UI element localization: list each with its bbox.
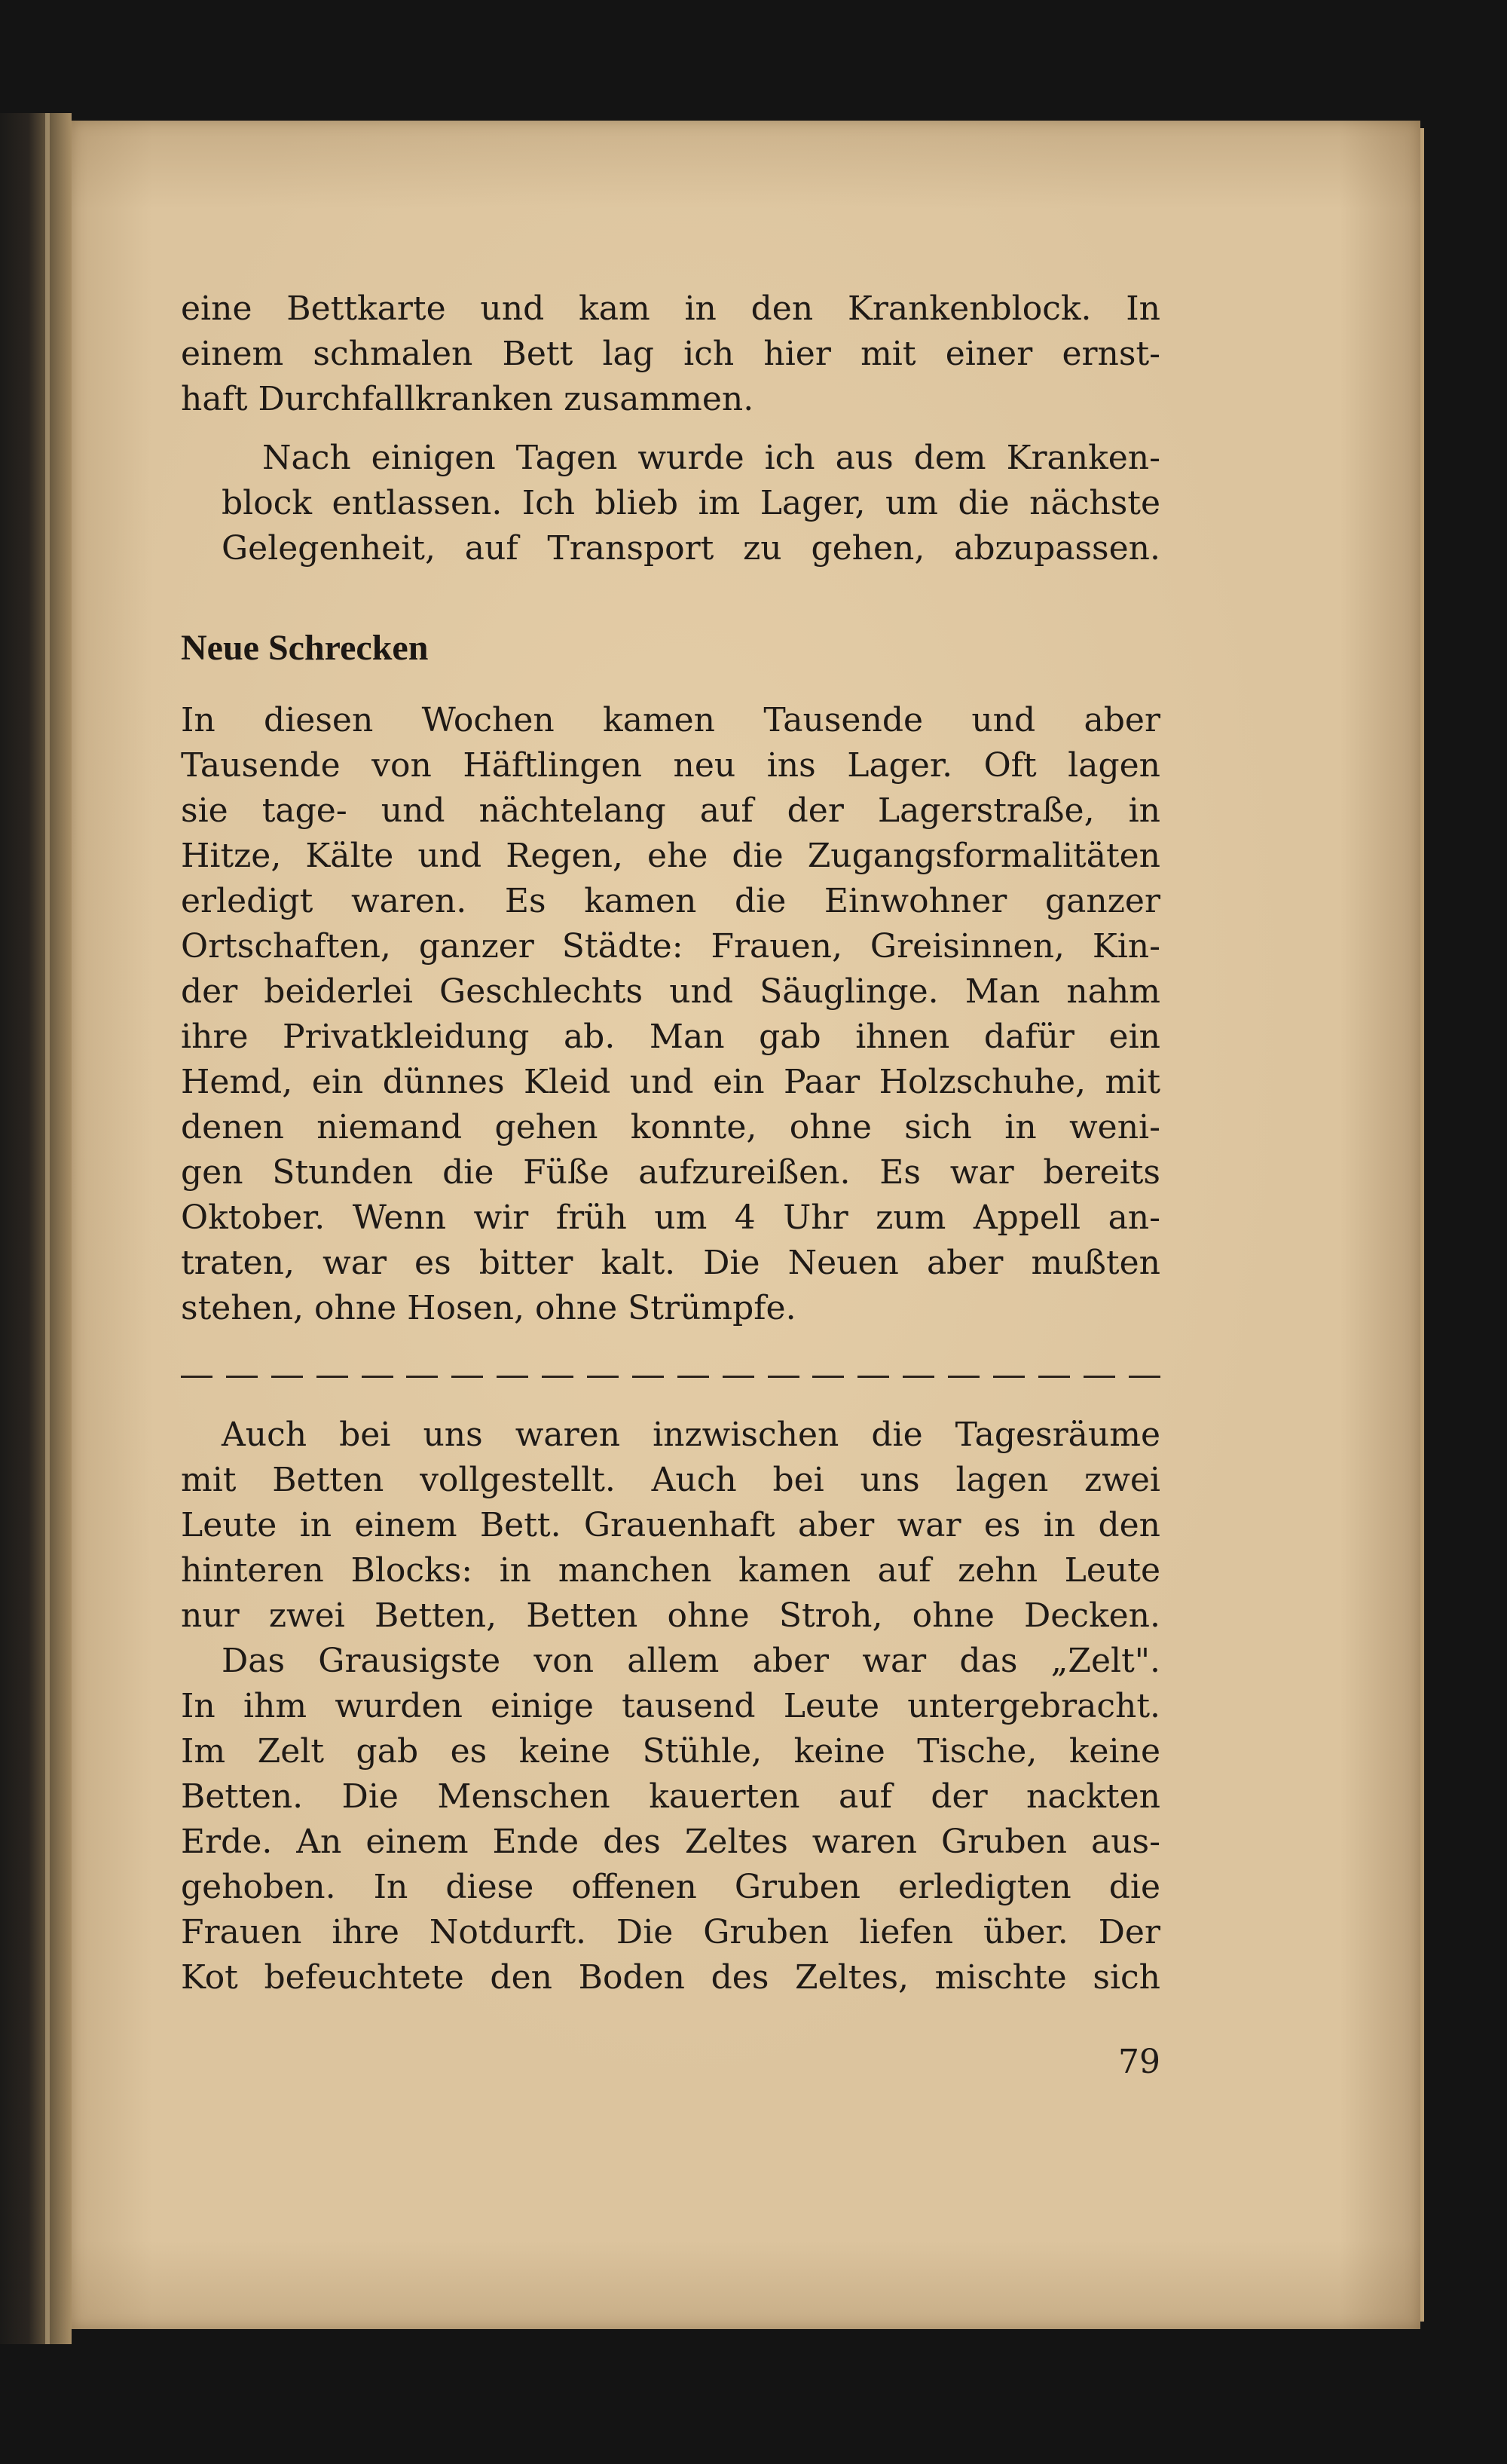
paragraph-4 — [181, 1413, 1160, 1639]
text-line: In ihm wurden einige tausend Leute untergebracht. — [181, 1687, 1160, 1725]
paragraph-5 — [181, 1639, 1160, 2000]
body-text — [181, 286, 1160, 2000]
text-line: Tausende von Häftlingen neu ins Lager. Oft lagen — [181, 746, 1160, 785]
section-heading: Neue Schrecken — [181, 628, 429, 668]
text-line: Frauen ihre Notdurft. Die Gruben liefen über. Der — [181, 1913, 1160, 1951]
text-line: der beiderlei Geschlechts und Säuglinge. Man nahm — [181, 972, 1160, 1011]
text-line: traten, war es bitter kalt. Die Neuen aber mußten — [181, 1244, 1160, 1282]
text-line: In diesen Wochen kamen Tausende und aber — [181, 701, 1160, 739]
text-line: hinteren Blocks: in manchen kamen auf zehn Leute — [181, 1551, 1160, 1590]
text-line: nur zwei Betten, Betten ohne Stroh, ohne Decken. — [181, 1596, 1160, 1635]
paragraph-3 — [181, 698, 1160, 1331]
text-line: Hitze, Kälte und Regen, ehe die Zugangsformalitäten — [181, 837, 1160, 875]
text-line: Im Zelt gab es keine Stühle, keine Tische, keine — [181, 1732, 1160, 1771]
text-line: einem schmalen Bett lag ich hier mit einer ernst- — [181, 335, 1160, 373]
text-line: gehoben. In diese offenen Gruben erledigten die — [181, 1868, 1160, 1906]
text-line: erledigt waren. Es kamen die Einwohner ganzer — [181, 882, 1160, 920]
section-divider — [181, 1354, 1160, 1399]
paragraph-2 — [181, 436, 1160, 571]
text-line: Hemd, ein dünnes Kleid und ein Paar Holzschuhe, mit — [181, 1063, 1160, 1101]
text-line: stehen, ohne Hosen, ohne Strümpfe. — [181, 1289, 796, 1327]
text-line: mit Betten vollgestellt. Auch bei uns lagen zwei — [181, 1461, 1160, 1499]
text-line: Leute in einem Bett. Grauenhaft aber war es in den — [181, 1506, 1160, 1544]
paragraph-1 — [181, 286, 1160, 422]
text-line: gen Stunden die Füße aufzureißen. Es war bereits — [181, 1153, 1160, 1192]
text-line: Das Grausigste von allem aber war das „Zelt". — [222, 1642, 1160, 1680]
text-line: Auch bei uns waren inzwischen die Tagesräume — [222, 1416, 1160, 1454]
text-line: Nach einigen Tagen wurde ich aus dem Kranken- — [262, 439, 1160, 477]
text-line: denen niemand gehen konnte, ohne sich in weni- — [181, 1108, 1160, 1146]
text-line: ihre Privatkleidung ab. Man gab ihnen dafür ein — [181, 1018, 1160, 1056]
text-line: haft Durchfallkranken zusammen. — [181, 380, 754, 418]
page-number: 79 — [1118, 2043, 1160, 2081]
text-line: sie tage- und nächtelang auf der Lagerstraße, in — [181, 791, 1160, 830]
text-line: Betten. Die Menschen kauerten auf der nackten — [181, 1777, 1160, 1816]
text-line: block entlassen. Ich blieb im Lager, um die nächste — [222, 484, 1160, 522]
text-line: Ortschaften, ganzer Städte: Frauen, Greisinnen, Kin- — [181, 927, 1160, 966]
text-line: eine Bettkarte und kam in den Krankenblock. In — [181, 289, 1160, 328]
spine-edge-line — [45, 113, 50, 2344]
text-line: Kot befeuchtete den Boden des Zeltes, mischte sich — [181, 1958, 1160, 1997]
text-line: Erde. An einem Ende des Zeltes waren Gruben aus- — [181, 1823, 1160, 1861]
text-line: Gelegenheit, auf Transport zu gehen, abzupassen. — [222, 529, 1160, 568]
text-line: Oktober. Wenn wir früh um 4 Uhr zum Appell an- — [181, 1198, 1160, 1237]
book-spine — [0, 113, 72, 2344]
